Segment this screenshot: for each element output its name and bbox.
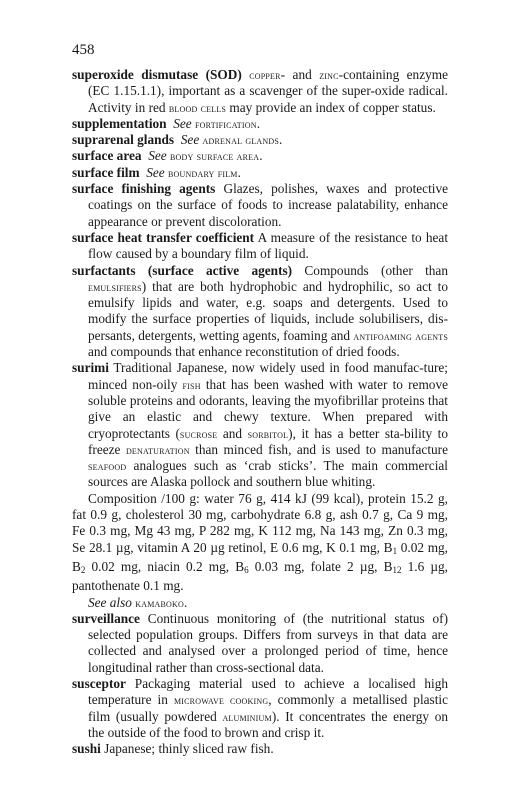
dictionary-entries bbox=[72, 67, 448, 757]
headword: susceptor bbox=[72, 675, 126, 691]
cross-reference: sorbitol bbox=[247, 426, 289, 441]
headword: surface film bbox=[72, 164, 140, 180]
entry-surimi: surimi Traditional Japanese, now widely used in food manufac-ture; minced non-oily fish that has been washed with water to remove soluble proteins and odorants, leaving the myofibrillar proteins that give an elastic and chewy texture. When prepared with cryoprotectants (sucrose and sorbitol), it has a better sta-bility to freeze denaturation than minced fish, and is used to manufacture seafood analogues such as ‘crab sticks’. The main commercial sources are Alaska pollock and southern blue whiting. bbox=[72, 360, 448, 490]
entry-surveillance: surveillance Continuous monitoring of (the nutritional status of) selected population groups. Differs from surveys in that data are collected and analysed over a prolonged period of time, hence longitudinal rather than cross-sectional data. bbox=[72, 610, 448, 675]
headword: surface heat transfer coefficient bbox=[72, 229, 255, 245]
entry-sushi: sushi Japanese; thinly sliced raw fish. bbox=[72, 741, 274, 757]
cross-reference: sucrose bbox=[179, 426, 218, 441]
entry-surface-film: surface film See boundary film. bbox=[72, 164, 241, 180]
cross-reference: denaturation bbox=[125, 442, 190, 457]
cross-reference: copper bbox=[249, 68, 281, 82]
entry-surface-area: surface area See body surface area. bbox=[72, 148, 263, 164]
cross-reference: seafood bbox=[88, 459, 127, 474]
entry-supplementation: supplementation See fortification. bbox=[72, 115, 261, 131]
cross-reference: kamaboko bbox=[135, 595, 184, 610]
cross-reference: fortification bbox=[195, 116, 257, 131]
cross-reference: zinc bbox=[319, 68, 339, 82]
entry-surface-finishing-agents: surface finishing agents Glazes, polishes, waxes and protective coatings on the surface of foods to increase palatability, enhance appearance or prevent discoloration. bbox=[72, 181, 449, 229]
headword: supplementation bbox=[72, 115, 167, 131]
page-number: 458 bbox=[72, 42, 95, 58]
entry-susceptor: susceptor Packaging material used to achieve a localised high temperature in microwave cooking, commonly a metallised plastic film (usually powdered aluminium). It concentrates the energy on the outside of the food to brown and crisp it. bbox=[72, 675, 448, 740]
cross-reference: adrenal glands bbox=[202, 133, 280, 148]
headword: surface area bbox=[72, 148, 142, 164]
headword: surimi bbox=[72, 360, 109, 376]
cross-reference: aluminium bbox=[222, 709, 272, 724]
cross-reference: emulsifiers bbox=[88, 279, 142, 294]
entry-suprarenal-glands: suprarenal glands See adrenal glands. bbox=[72, 132, 283, 148]
cross-reference: fish bbox=[182, 377, 201, 392]
cross-reference: body surface area bbox=[169, 149, 260, 164]
headword: surveillance bbox=[72, 610, 140, 626]
cross-reference: boundary film bbox=[168, 165, 238, 180]
headword: suprarenal glands bbox=[72, 132, 175, 148]
cross-reference: blood cells bbox=[168, 100, 227, 115]
headword: surface finishing agents bbox=[72, 181, 216, 197]
headword: sushi bbox=[72, 741, 101, 757]
cross-reference: microwave cooking bbox=[173, 693, 269, 708]
cross-reference: antifoaming agents bbox=[353, 328, 448, 343]
headword: superoxide dismutase (SOD) bbox=[72, 67, 242, 82]
entry-surface-heat-transfer-coefficient: surface heat transfer coefficient A measure of the resistance to heat flow caused by a boundary film of liquid. bbox=[72, 229, 449, 262]
headword: surfactants (surface active agents) bbox=[72, 262, 293, 278]
surimi-see-also: See also kamaboko. bbox=[88, 594, 188, 610]
surimi-composition: Composition /100 g: water 76 g, 414 kJ (99 kcal), protein 15.2 g, fat 0.9 g, cholesterol 30 mg, carbohydrate 6.8 g, ash 0.7 g, Ca 9 mg, Fe 0.3 mg, Mg 43 mg, P 282 mg, K 112 mg, Na 143 mg, Zn 0.3 mg, Se 28.1 µg, vitamin A 20 µg retinol, E 0.6 mg, K 0.1 mg, $B_1$ 0.02 mg, $B_2$ 0.02 mg, niacin 0.2 mg, $B_6$ 0.03 mg, folate 2 µg, $B_{12}$ 1.6 µg, pantothenate 0.1 mg. bbox=[72, 490, 449, 594]
entry-superoxide-dismutase: superoxide dismutase (SOD) copper- and zinc-containing enzyme (EC 1.15.1.1), important as a scavenger of the super-oxide radical. Activity in red blood cells may provide an index of copper status. bbox=[72, 67, 448, 115]
entry-surfactants: surfactants (surface active agents) Compounds (other than emulsifiers) that are both hydrophobic and hydrophilic, so act to emulsify lipids and water, e.g. soaps and detergents. Used to modify the surface properties of liquids, include solubilisers, dis-persants, detergents, wetting agents, foaming and antifoaming agents and compounds that enhance reconstitution of dried foods. bbox=[72, 262, 448, 360]
